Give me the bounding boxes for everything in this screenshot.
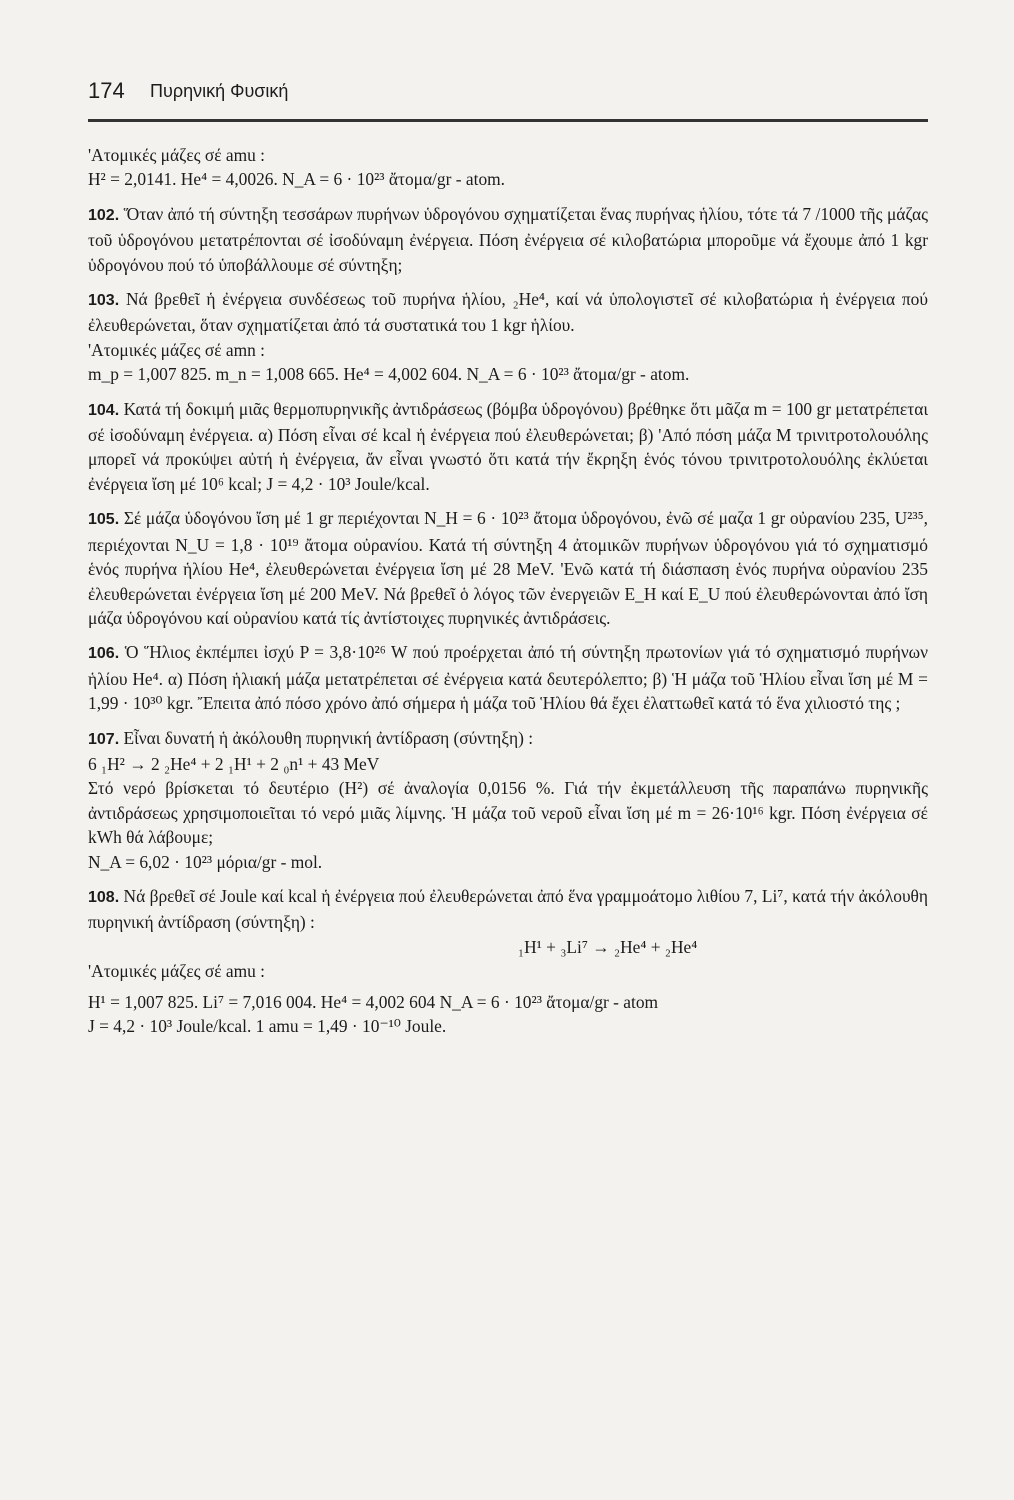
- problem-108: [88, 884, 928, 935]
- problem-102: [88, 202, 928, 277]
- page-number: 174: [88, 78, 125, 103]
- page-header: [88, 78, 928, 118]
- problem-number: 102.: [88, 206, 120, 224]
- problem-number: 106.: [88, 645, 120, 663]
- problem-106: [88, 640, 928, 715]
- problem-107-constants: N_A = 6,02 · 10²³ μόρια/gr - mol.: [88, 851, 323, 872]
- problem-104: [88, 397, 928, 497]
- problem-103: [88, 287, 928, 338]
- problem-number: 107.: [88, 730, 120, 748]
- problem-text: Νά βρεθεῖ ἡ ἐνέργεια συνδέσεως τοῦ πυρήνα ἡλίου, ₂He⁴, καί νά ὑπολογιστεῖ σέ κιλοβατώρια ἡ ἐνέργεια πού ἐλευθερώνεται, ὅταν σχηματίζεται ἀπό τά συστατικά του 1 kgr ἡλίου.: [88, 289, 928, 336]
- page-content: [88, 143, 928, 1038]
- problem-text: Ὁ Ἥλιος ἐκπέμπει ἰσχύ P = 3,8·10²⁶ W πού προέρχεται ἀπό τή σύντηξη πρωτονίων γιά τό σχηματισμό πυρήνων ἡλίου He⁴. α) Πόση ἡλιακή μάζα μετατρέπεται σέ ἐνέργεια κατά δευτερόλεπτο; β) Ἡ μάζα τοῦ Ἡλίου εἶναι ἴση μέ M = 1,99 · 10³⁰ kgr. Ἔπειτα ἀπό πόσο χρόνο ἀπό σήμερα ἡ μάζα τοῦ Ἡλίου θά ἔχει ἐλαττωθεῖ κατά τό ἕνα χιλιοστό της ;: [88, 642, 928, 714]
- header-rule: [88, 119, 928, 122]
- problem-107-equation: 6 ₁H² → 2 ₂He⁴ + 2 ₁H¹ + 2 ₀n¹ + 43 MeV: [88, 753, 380, 774]
- running-title: Πυρηνική Φυσική: [150, 81, 289, 101]
- problem-108-constants: J = 4,2 · 10³ Joule/kcal. 1 amu = 1,49 · 10⁻¹⁰ Joule.: [88, 1016, 447, 1036]
- problem-103-mass-values: m_p = 1,007 825. m_n = 1,008 665. He⁴ = 4,002 604. N_A = 6 · 10²³ ἄτομα/gr - atom.: [88, 364, 690, 385]
- problem-number: 105.: [88, 511, 120, 529]
- problem-103-mass-label: 'Ατομικές μάζες σέ amn :: [88, 339, 265, 360]
- problem-text: Ὅταν ἀπό τή σύντηξη τεσσάρων πυρήνων ὑδρογόνου σχηματίζεται ἕνας πυρήνας ἡλίου, τότε τά 7 /1000 τῆς μάζας τοῦ ὑδρογόνου μετατρέπονται σέ ἰσοδύναμη ἐνέργεια. Πόση ἐνέργεια σέ κιλοβατώρια μποροῦμε νά ἔχουμε ἀπό 1 kgr ὑδρογόνου πού τό ὑποβάλλουμε σέ σύντηξη;: [88, 203, 928, 275]
- problem-text: Κατά τή δοκιμή μιᾶς θερμοπυρηνικῆς ἀντιδράσεως (βόμβα ὑδρογόνου) βρέθηκε ὅτι μᾶζα m = 100 gr μετατρέπεται σέ ἰσοδύναμη ἐνέργεια. α) Πόση εἶναι σέ kcal ἡ ἐνέργεια πού ἐλευθερώνεται; β) 'Από πόση μάζα Μ τρινιτροτολουόλης μπορεῖ νά προκύψει αὐτή ἡ ἐνέργεια, ἄν εἶναι γνωστό ὅτι κατά τήν ἔκρηξη ἑνός τόνου τρινιτροτολουόλης ἐκλύεται ἐνέργεια ἴση μέ 10⁶ kcal; J = 4,2 · 10³ Joule/kcal.: [88, 398, 928, 494]
- problem-107-followup: Στό νερό βρίσκεται τό δευτέριο (H²) σέ ἀναλογία 0,0156 %. Γιά τήν ἐκμετάλλευση τῆς παραπάνω πυρηνικῆς ἀντιδράσεως χρησιμοποιεῖται τό νερό μιᾶς λίμνης. Ἡ μάζα τοῦ νεροῦ εἶναι ἴση μέ m = 26·10¹⁶ kgr. Πόση ἐνέργεια σέ kWh θά λάβουμε;: [88, 778, 928, 848]
- problem-108-mass-label: 'Ατομικές μάζες σέ amu :: [88, 961, 265, 982]
- mass-intro-values: H² = 2,0141. He⁴ = 4,0026. N_A = 6 · 10²³ ἄτομα/gr - atom.: [88, 169, 506, 190]
- problem-number: 103.: [88, 292, 120, 310]
- problem-text: Σέ μάζα ὑδογόνου ἴση μέ 1 gr περιέχονται N_H = 6 · 10²³ ἄτομα ὑδρογόνου, ἐνῶ σέ μαζα 1 gr οὐρανίου 235, U²³⁵, περιέχονται N_U = 1,8 · 10¹⁹ ἄτομα οὐρανίου. Κατά τή σύντηξη 4 ἀτομικῶν πυρήνων ὑδρογόνου γιά τό σχηματισμό ἑνός πυρήνα ἡλίου He⁴, ἐλευθερώνεται ἐνέργεια ἴση μέ 28 MeV. 'Ενῶ κατά τή διάσπαση ἑνός πυρήνα οὐρανίου 235 ἐλευθερώνεται ἐνέργεια ἴση μέ 200 MeV. Νά βρεθεῖ ὁ λόγος τῶν ἐνεργειῶν E_H καί E_U πού ἐλευθερώνονται ἀπό ἴση μάζα ὑδρογόνου καί οὐρανίου κατά τίς ἀντίστοιχες πυρηνικές ἀντιδράσεις.: [88, 508, 928, 628]
- problem-number: 104.: [88, 401, 120, 419]
- problem-108-equation: ₁H¹ + ₃Li⁷ → ₂He⁴ + ₂He⁴: [518, 936, 698, 957]
- problem-105: [88, 506, 928, 630]
- mass-intro-label: 'Ατομικές μάζες σέ amu :: [88, 145, 265, 165]
- problem-text: Εἶναι δυνατή ἡ ἀκόλουθη πυρηνική ἀντίδραση (σύντηξη) :: [123, 727, 534, 748]
- problem-number: 108.: [88, 888, 120, 906]
- problem-107: [88, 726, 928, 752]
- problem-108-mass-values: H¹ = 1,007 825. Li⁷ = 7,016 004. He⁴ = 4,002 604 N_A = 6 · 10²³ ἄτομα/gr - atom: [88, 991, 659, 1012]
- problem-text: Νά βρεθεῖ σέ Joule καί kcal ἡ ἐνέργεια πού ἐλευθερώνεται ἀπό ἕνα γραμμοάτομο λιθίου 7, Li⁷, κατά τήν ἀκόλουθη πυρηνική ἀντίδραση (σύντηξη) :: [88, 885, 928, 933]
